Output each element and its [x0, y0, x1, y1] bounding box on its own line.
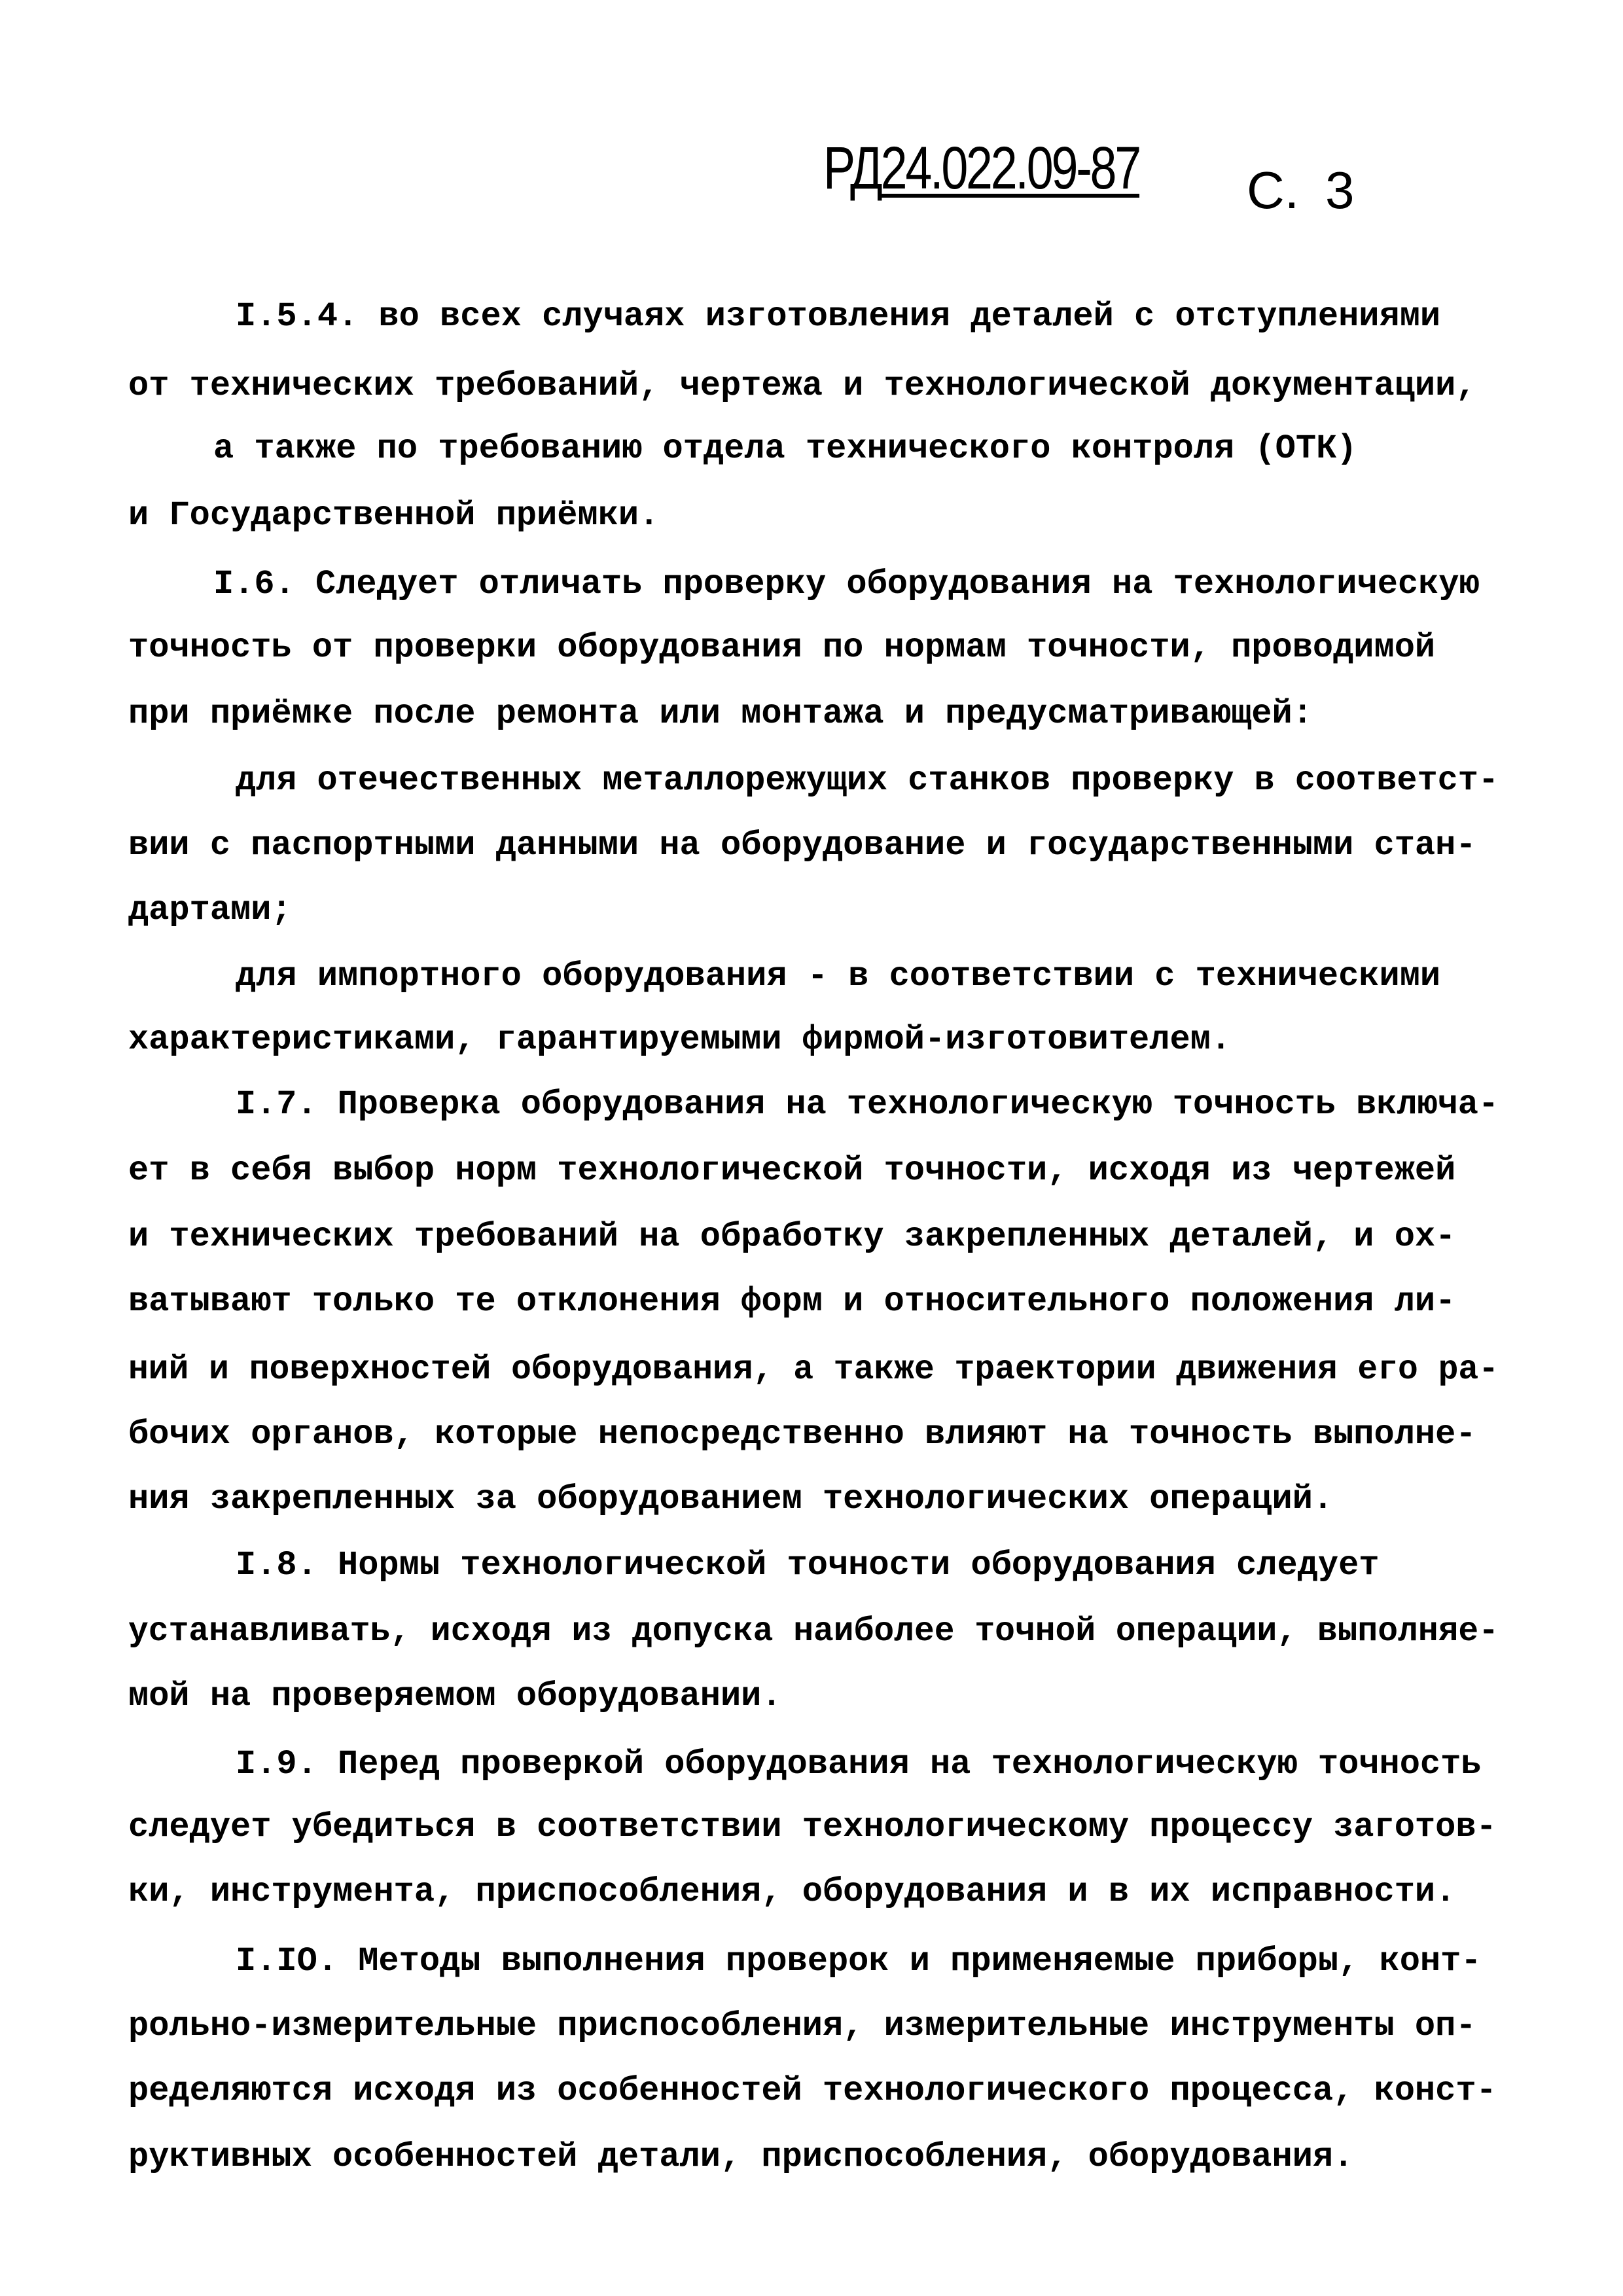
text-line: I.IO. Методы выполнения проверок и применяемые приборы, конт-	[236, 1942, 1482, 1981]
text-line: I.5.4. во всех случаях изготовления деталей с отступлениями	[236, 297, 1441, 336]
text-line: вии с паспортными данными на оборудование и государственными стан-	[128, 826, 1476, 865]
text-line: I.7. Проверка оборудования на технологическую точность включа-	[236, 1085, 1499, 1124]
text-line: ватывают только те отклонения форм и относительного положения ли-	[128, 1282, 1456, 1321]
text-line: при приёмке после ремонта или монтажа и предусматривающей:	[128, 694, 1313, 733]
page-number	[1247, 160, 1355, 221]
text-line: бочих органов, которые непосредственно влияют на точность выполне-	[128, 1415, 1476, 1454]
text-line: мой на проверяемом оборудовании.	[128, 1677, 782, 1715]
text-line: для отечественных металлорежущих станков проверку в соответст-	[236, 761, 1499, 800]
text-line: устанавливать, исходя из допуска наиболее точной операции, выполняе-	[128, 1612, 1499, 1651]
text-line: точность от проверки оборудования по нормам точности, проводимой	[128, 628, 1436, 667]
text-line: I.9. Перед проверкой оборудования на технологическую точность	[236, 1745, 1482, 1784]
document-code-prefix: РД	[823, 135, 881, 202]
text-line: дартами;	[128, 891, 292, 929]
text-line: а также по требованию отдела технического контроля (ОТК)	[213, 429, 1357, 468]
text-line: ки, инструмента, приспособления, оборудования и в их исправности.	[128, 1873, 1456, 1911]
text-line: для импортного оборудования - в соответствии с техническими	[236, 957, 1441, 996]
text-line: ния закрепленных за оборудованием технологических операций.	[128, 1480, 1334, 1518]
text-line: ний и поверхностей оборудования, а также траектории движения его ра-	[128, 1350, 1499, 1389]
text-line: I.8. Нормы технологической точности оборудования следует	[236, 1546, 1380, 1585]
text-line: от технических требований, чертежа и технологической документации,	[128, 367, 1476, 405]
text-line: и технических требований на обработку закрепленных деталей, и ох-	[128, 1217, 1456, 1256]
text-line: характеристиками, гарантируемыми фирмой-изготовителем.	[128, 1020, 1232, 1059]
text-line: следует убедиться в соответствии технологическому процессу заготов-	[128, 1808, 1497, 1846]
text-line: ределяются исходя из особенностей технологического процесса, конст-	[128, 2072, 1497, 2110]
page-number-value: 3	[1325, 161, 1355, 219]
page-label: С.	[1247, 161, 1299, 219]
document-code-number: 24.022.09-87	[880, 135, 1140, 202]
text-line: руктивных особенностей детали, приспособления, оборудования.	[128, 2138, 1354, 2176]
document-code	[823, 134, 1139, 203]
text-line: и Государственной приёмки.	[128, 496, 660, 535]
text-line: I.6. Следует отличать проверку оборудования на технологическую	[213, 565, 1480, 603]
text-line: ет в себя выбор норм технологической точности, исходя из чертежей	[128, 1151, 1456, 1190]
text-line: рольно-измерительные приспособления, измерительные инструменты оп-	[128, 2007, 1476, 2045]
